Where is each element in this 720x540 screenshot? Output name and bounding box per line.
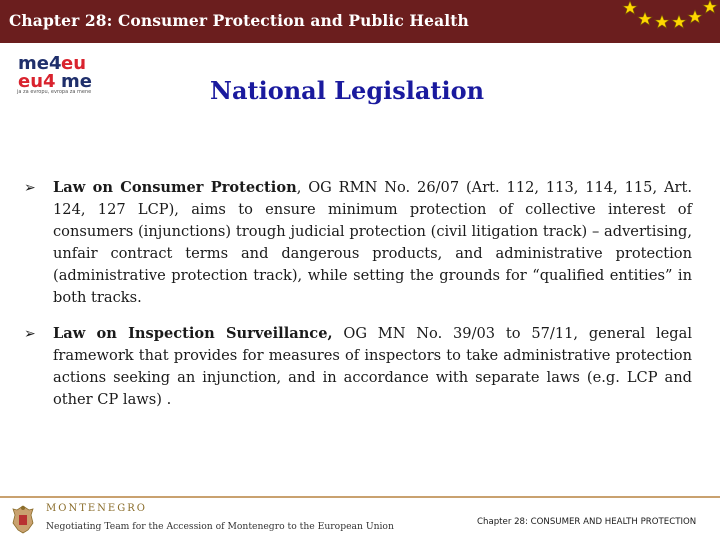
chapter-title: Chapter 28: Consumer Protection and Public Health [9, 11, 469, 30]
svg-text:eu4: eu4 [18, 71, 56, 92]
star-icon [655, 15, 669, 28]
footer-divider [0, 496, 720, 498]
svg-text:me: me [61, 71, 92, 92]
footer-chapter: Chapter 28: CONSUMER AND HEALTH PROTECTION [477, 517, 697, 527]
montenegro-crest-icon [7, 503, 39, 535]
bullet-text [53, 177, 692, 309]
logo-tagline: ja za evropu, evropa za mene [17, 89, 92, 95]
footer-country: MONTENEGRO [46, 503, 147, 514]
arrow-bullet-icon: ➢ [24, 326, 36, 342]
star-icon [672, 15, 686, 28]
arrow-bullet-icon: ➢ [24, 180, 36, 196]
svg-text:eu: eu [61, 53, 87, 74]
slide-title: National Legislation [210, 76, 485, 105]
eu-stars-icon [615, 0, 720, 40]
bullet-body: OG MN No. 39/03 to 57/11, general legal framework that provides for measures of inspectors to take administrative protection actions seeking an injunction, and in accordance with separate laws (e.g. LCP and other CP laws) . [53, 325, 692, 408]
star-icon [688, 10, 702, 23]
star-icon [638, 12, 652, 25]
bullet-text [53, 323, 692, 411]
bullet-law-inspection-surveillance [26, 323, 692, 411]
svg-text:me4: me4 [18, 53, 62, 74]
header-bar [0, 0, 720, 43]
star-icon [703, 0, 717, 13]
footer-team: Negotiating Team for the Accession of Montenegro to the European Union [46, 521, 394, 532]
bullet-body: , OG RMN No. 26/07 (Art. 112, 113, 114, 115, Art. 124, 127 LCP), aims to ensure minimum protection of collective interest of consumers (injunctions) trough judicial protection (civil litigation track) – advertising, unfair contract terms and dangerous products, and administrative protection (administrative protection track), while setting the grounds for “qualified entities” in both tracks. [53, 179, 692, 306]
bullet-bold-lead: Law on Inspection Surveillance, [53, 325, 333, 342]
bullet-bold-lead: Law on Consumer Protection [53, 179, 297, 196]
bullet-law-consumer-protection [26, 177, 692, 309]
star-icon [623, 1, 637, 14]
